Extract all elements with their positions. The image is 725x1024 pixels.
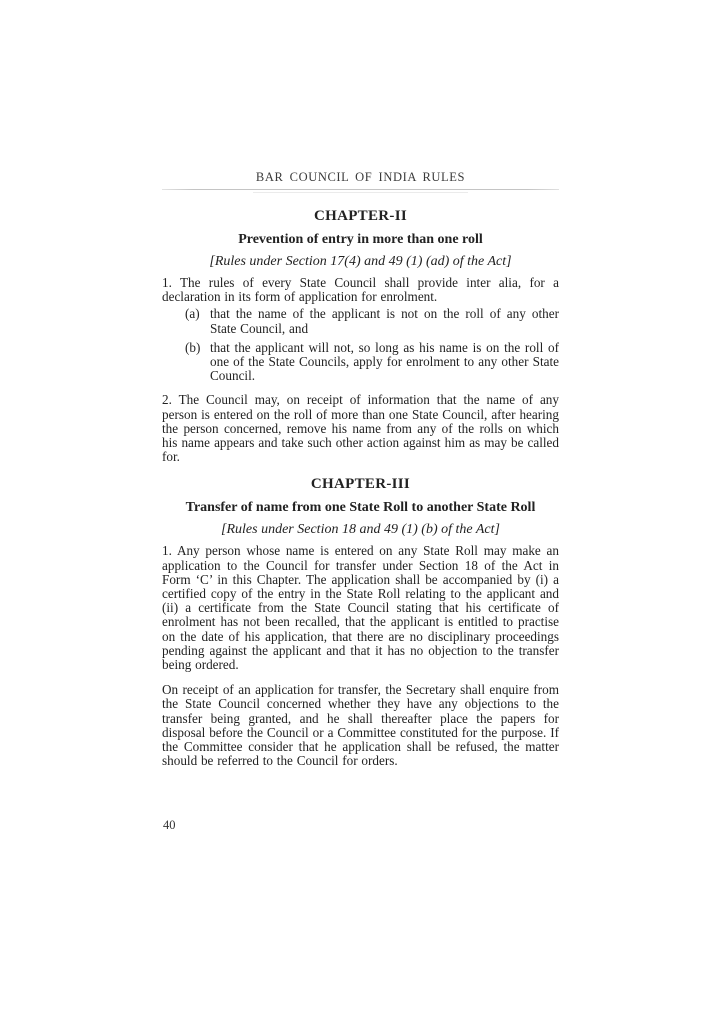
chapter-2-rules-reference: [Rules under Section 17(4) and 49 (1) (ad) of the Act] [209,254,512,269]
list-item-a-label: (a) [185,306,200,322]
header-rule [162,189,559,190]
header-rule-ghost [253,192,468,193]
running-header: BAR COUNCIL OF INDIA RULES [255,170,466,184]
chapter-2-paragraph-2: 2. The Council may, on receipt of information that the name of any person is entered on the roll of more than one State Council, after hearing the person concerned, remove his name from any of the rolls on which his name appears and take such other action against him as may be called for. [162,392,559,465]
list-item-b-label: (b) [185,339,201,355]
chapter-2-title: CHAPTER-II [313,208,407,224]
chapter-3-paragraph-2: On receipt of an application for transfer, the Secretary shall enquire from the State Council concerned whether they have any objections to the transfer being granted, and he shall thereafter place the papers for disposal before the Council or a Committee constituted for the purpose. If the Committee consider that he application shall be refused, the matter should be referred to the Council for orders. [162,682,559,769]
list-item-b [162,341,559,384]
list-item-b-text: that the applicant will not, so long as his name is on the roll of one of the State Councils, apply for enrolment to any other State Council. [210,339,559,384]
chapter-3-title: CHAPTER-III [310,476,411,493]
chapter-3-section [162,475,559,768]
chapter-3-subtitle: Transfer of name from one State Roll to another State Roll [185,500,536,516]
list-item-a-text: that the name of the applicant is not on the roll of any other State Council, and [210,306,559,336]
chapter-2-paragraph-1: 1. The rules of every State Council shall provide inter alia, for a declaration in its form of application for enrolment. [162,275,559,305]
chapter-3-paragraph-1: 1. Any person whose name is entered on any State Roll may make an application to the Council for transfer under Section 18 of the Act in Form ‘C’ in this Chapter. The application shall be accompanied by (i) a certified copy of the entry in the State Roll relating to the applicant and (ii) a certificate from the State Council stating that his certificate of enrolment has not been recalled, that the applicant is entitled to practise on the date of his application, that there are no disciplinary proceedings pending against the applicant and that it has no objection to the transfer being ordered. [162,543,559,673]
chapter-2-section [162,207,559,464]
list-item-a [162,307,559,335]
chapter-3-rules-reference: [Rules under Section 18 and 49 (1) (b) of the Act] [221,522,500,538]
chapter-2-subtitle: Prevention of entry in more than one roll [238,232,483,247]
page-number: 40 [163,818,176,832]
page-content [162,170,559,768]
